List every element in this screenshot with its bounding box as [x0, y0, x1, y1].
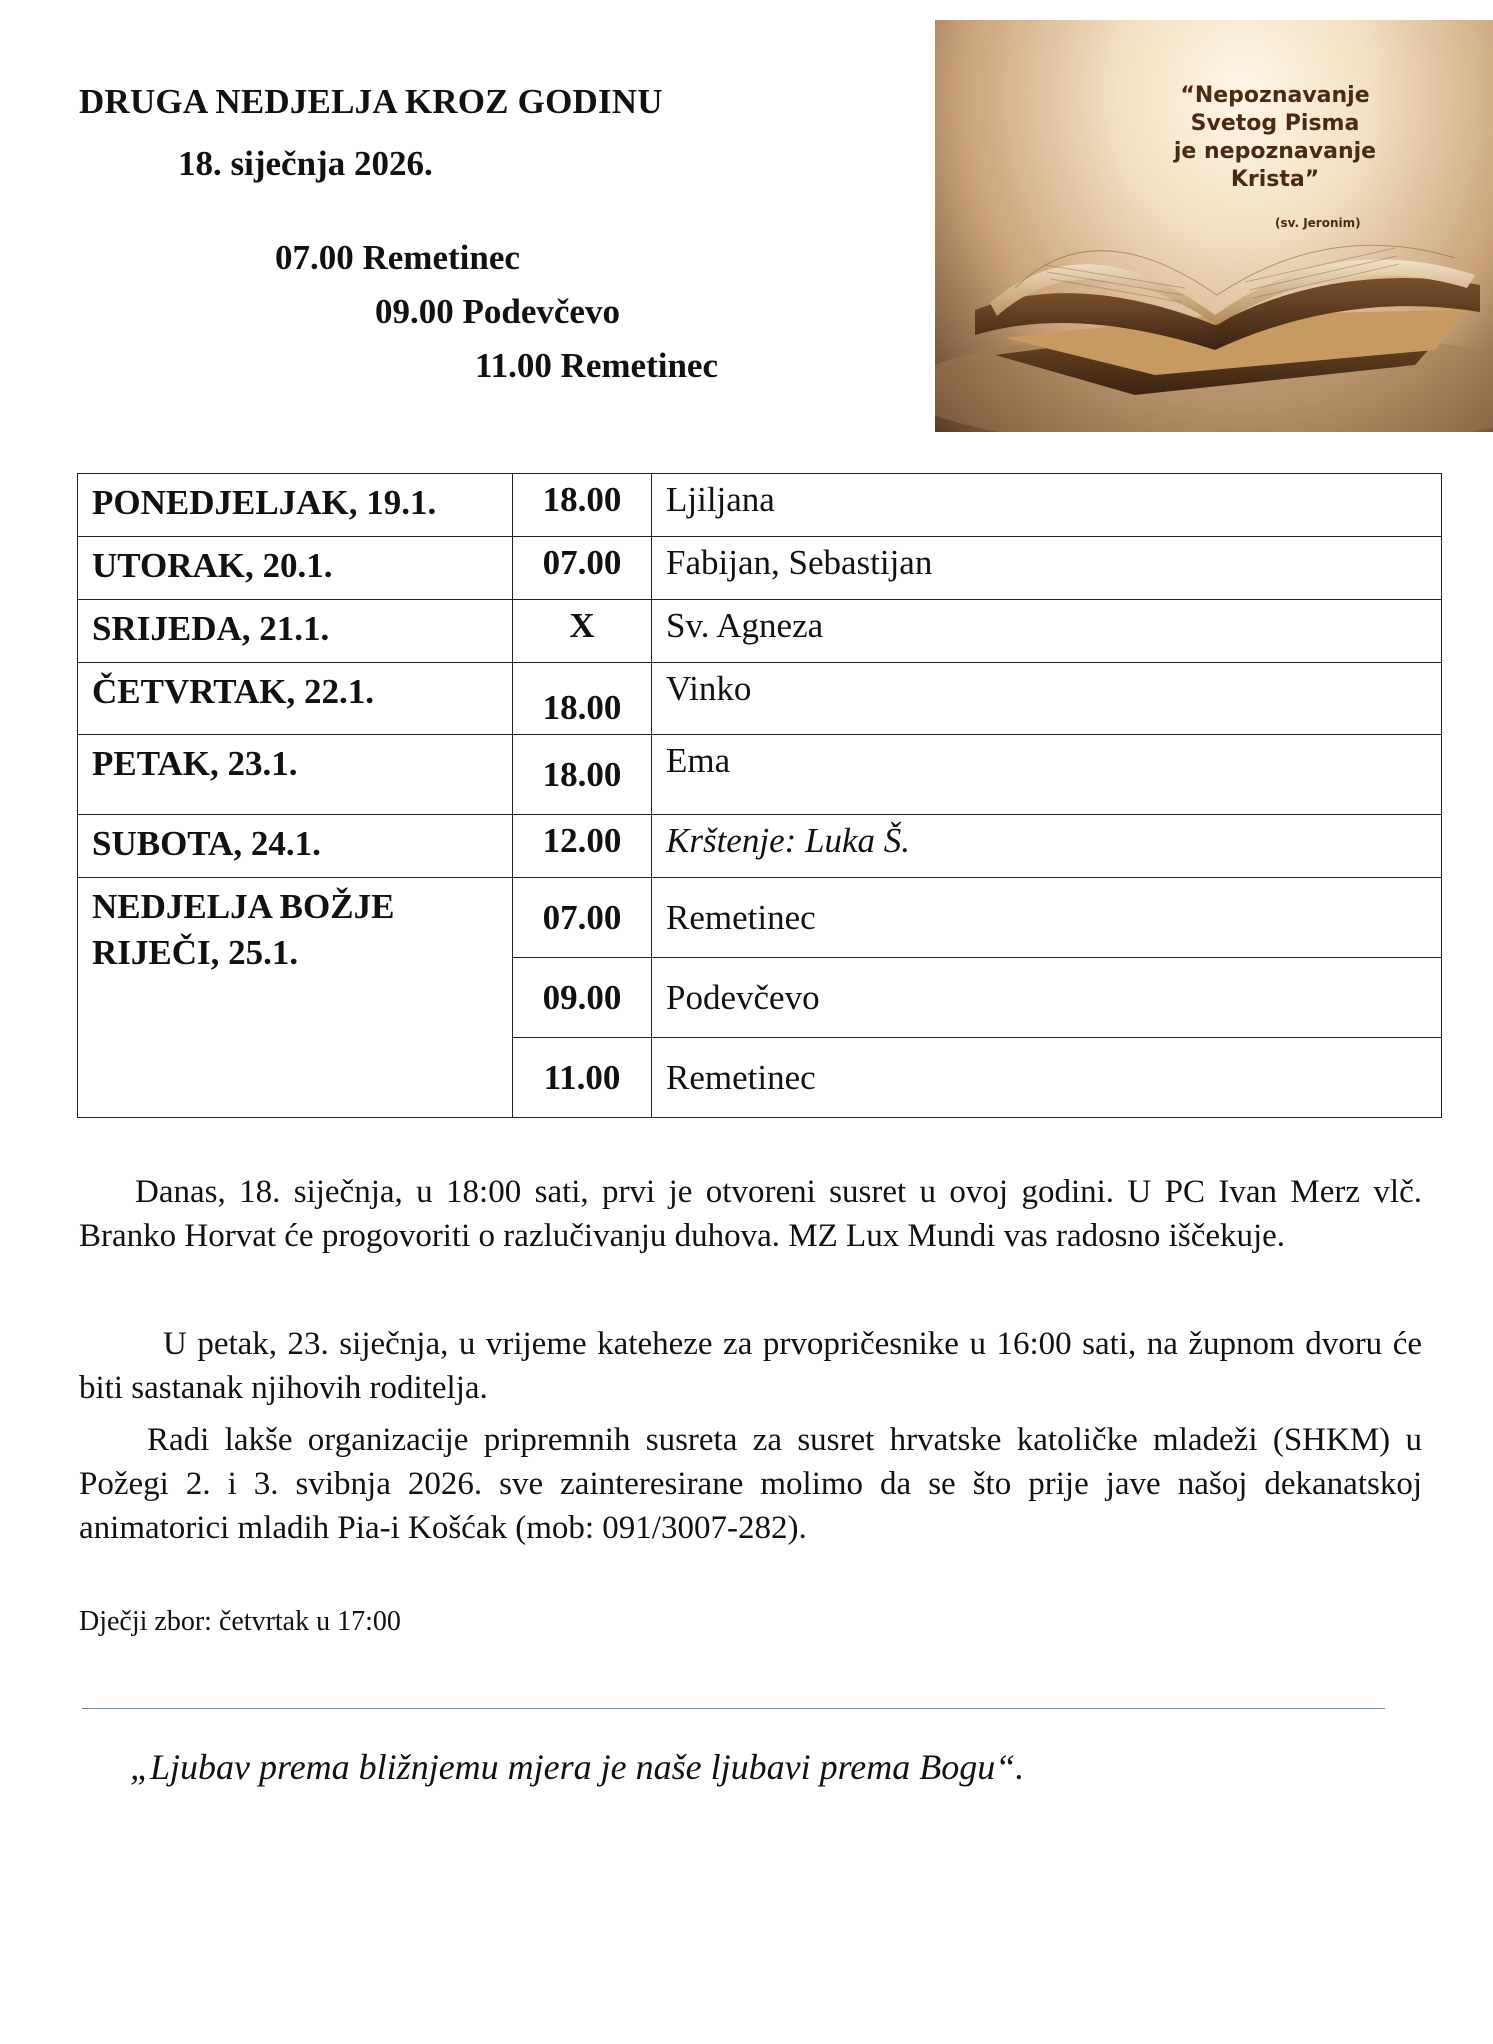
sunday-mass-2: 09.00 Podevčevo: [375, 292, 620, 331]
table-row: [78, 735, 1442, 815]
schedule-intent: Podevčevo: [652, 958, 1442, 1038]
schedule-time: 18.00: [513, 474, 652, 537]
table-row: [78, 537, 1442, 600]
schedule-day: PONEDJELJAK, 19.1.: [78, 474, 513, 537]
schedule-time: 12.00: [513, 815, 652, 878]
schedule-intent: Krštenje: Luka Š.: [652, 815, 1442, 878]
table-row: [78, 663, 1442, 735]
schedule-time: 07.00: [513, 537, 652, 600]
hero-quote-line: je nepoznavanje: [1173, 139, 1377, 164]
schedule-intent: Remetinec: [652, 1038, 1442, 1118]
schedule-time: X: [513, 600, 652, 663]
schedule-day: SRIJEDA, 21.1.: [78, 600, 513, 663]
announcement-paragraph: Radi lakše organizacije pripremnih susreta za susret hrvatske katoličke mladeži (SHKM) u Požegi 2. i 3. svibnja 2026. sve zainteresirane molimo da se što prije jave našoj dekanatskoj animatorici mladih Pia-i Košćak (mob: 091/3007-282).: [79, 1422, 1422, 1546]
page-date: 18. siječnja 2026.: [178, 144, 433, 183]
announcement-paragraph: U petak, 23. siječnja, u vrijeme kateheze za prvopričesnike u 16:00 sati, na župnom dvoru će biti sastanak njihovih roditelja.: [79, 1326, 1422, 1406]
schedule-day: UTORAK, 20.1.: [78, 537, 513, 600]
schedule-intent: Ema: [652, 735, 1442, 815]
schedule-time: 18.00: [513, 735, 652, 815]
schedule-day: ČETVRTAK, 22.1.: [78, 663, 513, 735]
schedule-time: 09.00: [513, 958, 652, 1038]
closing-quote: „Ljubav prema bližnjemu mjera je naše ljubavi prema Bogu“.: [130, 1747, 1025, 1787]
table-row: [78, 474, 1442, 537]
hero-quote-line: “Nepoznavanje: [1180, 83, 1370, 108]
schedule-time: 11.00: [513, 1038, 652, 1118]
table-row: [78, 815, 1442, 878]
schedule-intent: Sv. Agneza: [652, 600, 1442, 663]
schedule-intent: Remetinec: [652, 878, 1442, 958]
hero-quote-author: (sv. Jeronim): [1275, 216, 1361, 230]
sunday-mass-3: 11.00 Remetinec: [475, 346, 718, 385]
schedule-intent: Fabijan, Sebastijan: [652, 537, 1442, 600]
sunday-mass-1: 07.00 Remetinec: [275, 238, 520, 277]
schedule-time: 18.00: [513, 663, 652, 735]
announcement-paragraph: Danas, 18. siječnja, u 18:00 sati, prvi je otvoreni susret u ovoj godini. U PC Ivan Merz vlč. Branko Horvat će progovoriti o razlučivanju duhova. MZ Lux Mundi vas radosno iščekuje.: [79, 1174, 1422, 1254]
schedule-day: SUBOTA, 24.1.: [78, 815, 513, 878]
choir-note: Dječji zbor: četvrtak u 17:00: [79, 1606, 401, 1637]
schedule-intent: Vinko: [652, 663, 1442, 735]
table-row: [78, 600, 1442, 663]
hero-quote-line: Svetog Pisma: [1190, 111, 1360, 136]
schedule-time: 07.00: [513, 878, 652, 958]
page-title: DRUGA NEDJELJA KROZ GODINU: [79, 82, 663, 121]
table-row: [78, 878, 1442, 958]
weekly-schedule-table: [77, 473, 1442, 1118]
hero-quote-line: Krista”: [1230, 167, 1320, 192]
divider: [82, 1708, 1385, 1709]
schedule-day: PETAK, 23.1.: [78, 735, 513, 815]
schedule-intent: Ljiljana: [652, 474, 1442, 537]
hero-quote: [1125, 82, 1425, 194]
schedule-day: NEDJELJA BOŽJE RIJEČI, 25.1.: [78, 878, 513, 1118]
open-bible-image: [935, 20, 1493, 432]
